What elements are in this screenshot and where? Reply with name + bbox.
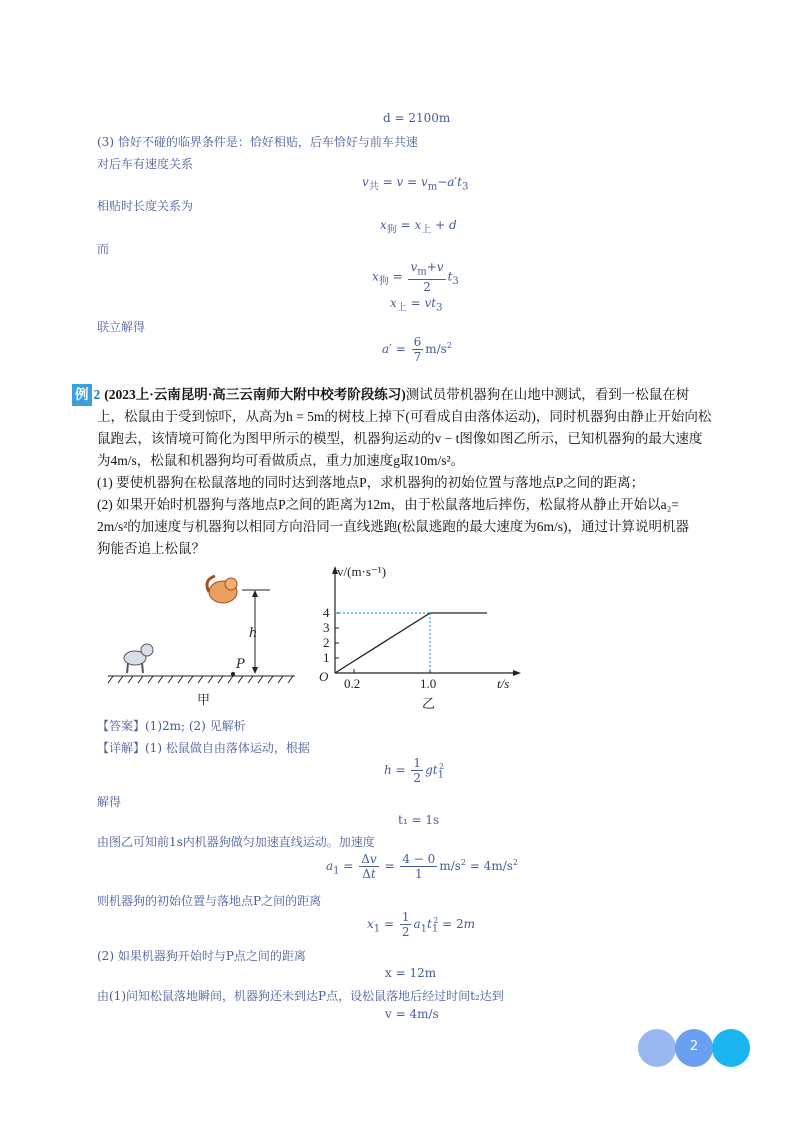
figure-jia-caption: 甲 xyxy=(197,693,211,708)
y-tick-label: 1 xyxy=(323,650,330,665)
eq-x1: $x_1$ = $\frac{1}{2}$ $a_1t_1^2 = 2m$ xyxy=(367,910,476,939)
figure-jia xyxy=(105,570,305,710)
page-badge-circle-right xyxy=(712,1029,750,1067)
y-tick-label: 2 xyxy=(323,635,330,650)
figure-yi-caption: 乙 xyxy=(422,697,436,710)
example-number: 2 xyxy=(93,387,101,402)
page-number-decoration xyxy=(638,1029,750,1067)
question-part-1: (1) 要使机器狗在松鼠落地的同时达到落地点P，求机器狗的初始位置与落地点P之间的距离； xyxy=(97,475,645,490)
y-tick-label: 4 xyxy=(323,605,330,620)
q2-reason: 由(1)问知松鼠落地瞬间，机器狗还未到达P点，设松鼠落地后经过时间t₂达到 xyxy=(97,989,504,1003)
x-tick-label: 0.2 xyxy=(344,676,361,691)
ground-hatch xyxy=(108,676,293,683)
question-part-2b: 2m/s²的加速度与机器狗以相同方向沿同一直线逃跑(松鼠逃跑的最大速度为6m/s)，通过计算说明机器 xyxy=(97,519,690,534)
y-tick-label: 3 xyxy=(323,620,330,635)
eq-a1: $a_1$ = $\frac{\Delta v}{\Delta t}$ = $\frac{4 - 0}{1}$ $m/s^2 = 4m/s^2$ xyxy=(326,852,518,881)
solve-label: 解得 xyxy=(97,795,122,809)
question-line-2: 上，松鼠由于受到惊吓，从高为h = 5m的树枝上掉下(可看成自由落体运动)，同时机器狗由静止开始向松 xyxy=(97,409,712,424)
origin-label: O xyxy=(319,669,329,684)
and-label: 而 xyxy=(97,242,110,256)
y-axis-label: v/(m·s⁻¹) xyxy=(337,564,387,579)
question-line-4: 为4m/s，松鼠和机器狗均可看做质点，重力加速度g取10m/s²。 xyxy=(97,453,465,468)
speed-relation-label: 对后车有速度关系 xyxy=(97,157,194,171)
dist-label: 则机器狗的初始位置与落地点P之间的距离 xyxy=(97,894,322,908)
eq-dog-displacement: $x_狗$ = $\frac{v_m+v}{2}$ $t_3$ xyxy=(372,260,459,295)
x-axis-label: t/s xyxy=(497,676,510,691)
question-text-1: 测试员带机器狗在山地中测试，看到一松鼠在树 xyxy=(405,387,690,402)
example-question xyxy=(72,384,732,560)
eq-h: h = $\frac{1}{2}$ $gt_1^2$ xyxy=(384,756,445,785)
question-line-1 xyxy=(72,384,732,406)
eq-t1: t₁ = 1s xyxy=(398,813,440,827)
page-badge-circle-left xyxy=(638,1029,676,1067)
answer-line: 【答案】(1)2m; (2) 见解析 xyxy=(97,719,246,733)
eq-car-displacement: $x_上 = vt_3$ xyxy=(390,296,443,314)
solution-step-3: (3) 恰好不碰的临界条件是：恰好相贴，后车恰好与前车共速 xyxy=(97,135,418,149)
figure-yi-vt-chart xyxy=(310,560,530,710)
question-part-2a: (2) 如果开始时机器狗与落地点P之间的距离为12m，由于松鼠落地后摔伤，松鼠将从静止开始以a₂= xyxy=(97,497,679,512)
question-part-2c: 狗能否追上松鼠？ xyxy=(97,541,205,556)
eq-a-prime: a′ = $\frac{6}{7}$ $m/s^2$ xyxy=(382,335,452,364)
detail-intro: 【详解】(1) 松鼠做自由落体运动，根据 xyxy=(97,741,310,755)
squirrel-icon xyxy=(207,576,237,603)
example-tag: 例 xyxy=(72,384,92,406)
question-line-3: 鼠跑去，该情境可简化为图甲所示的模型，机器狗运动的v − t图像如图乙所示，已知机器狗的最大速度 xyxy=(97,431,703,446)
eq-velocity-common: $v_共 = v = v_m-a't_3$ xyxy=(362,175,469,193)
question-source: (2023上·云南昆明·高三云南师大附中校考阶段练习) xyxy=(104,387,406,402)
combine-label: 联立解得 xyxy=(97,320,146,334)
accel-label: 由图乙可知前1s内机器狗做匀加速直线运动。加速度 xyxy=(97,835,375,849)
robot-dog-icon xyxy=(124,644,153,673)
eq-x: x = 12m xyxy=(385,966,437,980)
h-label: h xyxy=(249,626,258,641)
page-number: 2 xyxy=(689,1039,699,1054)
eq-length: $x_狗 = x_上 + d$ xyxy=(380,218,457,236)
x-tick-label: 1.0 xyxy=(420,676,437,691)
eq-v4: v = 4m/s xyxy=(385,1007,439,1021)
length-relation-label: 相贴时长度关系为 xyxy=(97,199,194,213)
p-label: P xyxy=(236,657,245,672)
series-line xyxy=(335,613,487,673)
q2-label: (2) 如果机器狗开始时与P点之间的距离 xyxy=(97,949,306,963)
eq-d: d = 2100m xyxy=(383,111,451,125)
